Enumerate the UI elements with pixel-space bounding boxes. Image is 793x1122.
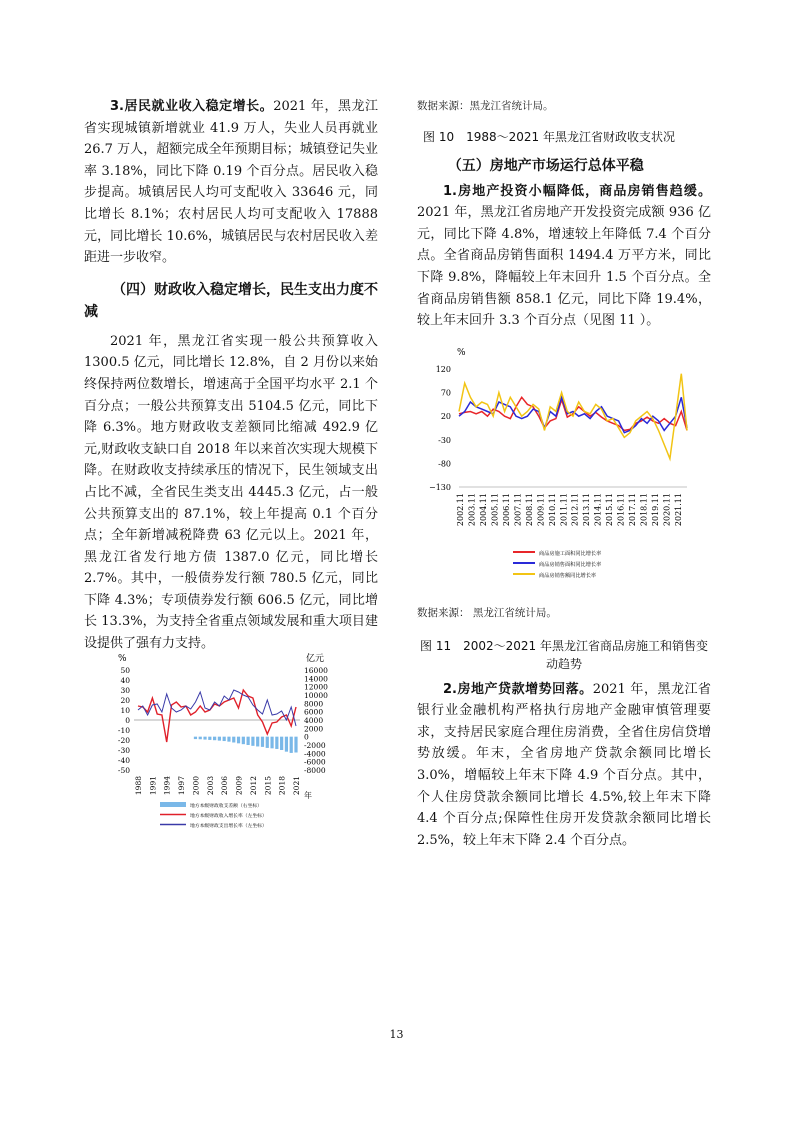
y-tick-right: 0 [304,732,309,742]
paragraph-body: 2021 年，黑龙江省实现城镇新增就业 41.9 万人，失业人员再就业 26.7 万人，超额完成全年预期目标；城镇登记失业率 3.18%，同比下降 0.19 个百分点。居民收入稳步提高。城镇居民人均可支配收入 33646 元，同比增长 8.1%；农村居民人均可支配收入 17888 元，同比增长 10.6%，城镇居民与农村居民收入差距进一步收窄。 [84,99,379,266]
figure-11-caption: 图 11 2002～2021 年黑龙江省商品房施工和销售变动趋势 [420,638,708,671]
chart-right-unit: 亿元 [306,654,325,664]
bar-fiscal-gap [218,737,221,741]
legend-label: 商品房销售额同比增长率 [539,573,597,579]
bar-fiscal-gap [242,737,245,745]
bar-fiscal-gap [223,737,226,741]
right-column-top [417,96,711,332]
x-tick-label: 2020.11 [662,493,672,527]
x-tick-label: 1994 [162,776,172,796]
series-line-expense [138,690,296,726]
bar-fiscal-gap [294,737,297,753]
x-tick-label: 1988 [134,776,143,796]
bar-fiscal-gap [232,737,235,743]
x-tick-label: 2006 [220,776,230,796]
paragraph-body: 2021 年，黑龙江省银行业金融机构严格执行房地产金融审慎管理要求，支持居民家庭合理住房消费，全省住房信贷增势放缓。年末，全省房地产贷款余额同比增长 3.0%，增幅较上年末下降 4.9 个百分点。其中，个人住房贷款余额同比增长 4.5%,较上年末下降 4.4 个百分点;保障性住房开发贷款余额同比增长 2.5%，较上年末下降 2.4 个百分点。 [417,681,712,848]
y-tick-right: 2000 [304,724,324,734]
x-tick-label: 2003.11 [467,493,477,527]
x-tick-label: 2010.11 [547,493,557,527]
x-tick-label: 2021 [292,776,301,796]
y-tick-left: 40 [120,676,130,685]
x-tick-label: 2012.11 [570,493,580,527]
bar-fiscal-gap [280,737,283,750]
x-tick-label: 2005.11 [490,493,500,527]
y-tick: 20 [440,412,451,422]
y-tick-right: 8000 [304,699,324,709]
chart-left-unit: % [118,654,127,664]
bar-fiscal-gap [203,737,206,740]
y-tick-left: 20 [120,696,130,705]
x-tick-label: 2012 [248,776,258,796]
y-tick-left: -40 [117,756,130,765]
bar-fiscal-gap [237,737,240,744]
paragraph-lead: 2.房地产贷款增势回落。 [443,681,593,697]
chart-x-suffix: 年 [304,791,312,800]
x-tick-label: 2019.11 [651,493,661,527]
figure-10-caption: 图 10 1988～2021 年黑龙江省财政收支状况 [423,129,675,144]
y-tick-left: 0 [125,716,130,725]
y-tick-left: 10 [120,706,130,715]
bar-fiscal-gap [251,737,254,746]
paragraph-loans [417,679,711,852]
right-column-bottom [417,603,711,851]
y-tick: 120 [435,365,451,374]
bar-fiscal-gap [199,737,202,740]
series-line-income [138,690,296,742]
y-tick-right: 12000 [304,682,328,692]
section-heading-realestate: （五）房地产市场运行总体平稳 [447,157,644,174]
bar-fiscal-gap [208,737,211,740]
y-tick-left: -30 [117,746,130,755]
bar-fiscal-gap [285,737,288,752]
legend-swatch [160,802,186,807]
y-tick-right: -8000 [304,766,326,775]
page-number: 13 [389,1028,404,1041]
x-tick-label: 2021.11 [674,493,683,527]
y-tick-right: -6000 [304,757,326,767]
x-tick-label: 2017.11 [628,493,638,527]
bar-fiscal-gap [270,737,273,749]
section-heading-fiscal: （四）财政收入稳定增长，民生支出力度不减 [84,281,378,320]
legend-label: 地方本级财政收支差额（右坐标） [190,804,262,809]
x-tick-label: 2009 [234,776,244,796]
paragraph-income [84,96,378,269]
bar-fiscal-gap [213,737,216,741]
y-tick-left: 50 [120,666,130,675]
legend-label: 地方本级财政收入增长率（左坐标） [190,814,267,819]
source-note-1: 数据来源：黑龙江省统计局。 [417,100,554,112]
x-tick-label: 2018 [277,776,287,796]
legend-label: 商品房销售面积同比增长率 [539,562,602,568]
x-tick-label: 2014.11 [593,493,603,527]
bar-fiscal-gap [194,737,197,739]
bar-fiscal-gap [227,737,230,742]
y-tick: -30 [438,435,451,445]
bar-fiscal-gap [261,737,264,747]
y-tick: 70 [440,388,451,398]
x-tick-label: 2015 [263,776,273,796]
legend-label: 地方本级财政支出增长率（左坐标） [190,824,267,829]
x-tick-label: 2006.11 [501,493,511,527]
left-column [84,96,378,655]
y-tick: -80 [438,459,451,469]
paragraph-fiscal: 2021 年，黑龙江省实现一般公共预算收入 1300.5 亿元，同比增长 12.8%，自 2 月份以来始终保持两位数增长，增速高于全国平均水平 2.1 个百分点；一般公共预算支出 5104.5 亿元，同比下降 6.3%。地方财政收支差额同比缩减 492.9 亿元,财政收支缺口自 2018 年以来首次实现大规模下降。在财政收支持续承压的情况下，民生领域支出占比不减，全省民生类支出 4445.3 亿元，占一般公共预算支出的 87.1%，较上年提高 0.1 个百分点；全年新增减税降费 63 亿元以上。2021 年，黑龙江省发行地方债 1387.0 亿元，同比增长 2.7%。其中，一般债券发行额 780.5 亿元，同比下降 4.3%；专项债券发行额 606.5 亿元，同比增长 13.3%，为支持全省重点领域发展和重大项目建设提供了强有力支持。 [84,333,378,652]
bar-fiscal-gap [275,737,278,749]
y-tick: −130 [429,483,451,492]
y-tick-right: 16000 [304,666,328,675]
paragraph-lead: 1.房地产投资小幅降低，商品房销售趋缓。 [443,183,711,199]
paragraph-body: 2021 年，黑龙江省房地产开发投资完成额 936 亿元，同比下降 4.8%，增速较上年降低 7.4 个百分点。全省商品房销售面积 1494.4 万平方米，同比下降 9.8%，降幅较上年末回升 1.5 个百分点。全省商品房销售额 858.1 亿元，同比下降 19.4%，较上年末回升 3.3 个百分点（见图 11 ）。 [417,205,711,329]
y-tick-left: -10 [117,726,130,735]
y-tick-right: 10000 [304,691,328,700]
bar-fiscal-gap [266,737,269,748]
paragraph-lead: 3.居民就业收入稳定增长。 [110,99,274,114]
fiscal-chart [110,650,340,830]
x-tick-label: 2009.11 [536,493,546,527]
y-tick-right: 4000 [304,716,324,725]
x-tick-label: 2007.11 [513,493,523,527]
x-tick-label: 2000 [191,776,201,796]
bar-fiscal-gap [247,737,250,745]
source-note-2: 数据来源： 黑龙江省统计局。 [417,607,557,619]
chart-y-unit: % [457,348,466,358]
y-tick-right: -2000 [304,741,326,750]
y-tick-right: -4000 [304,749,326,759]
x-tick-label: 2008.11 [524,493,534,527]
x-tick-label: 2013.11 [582,493,592,527]
y-tick-left: 30 [120,686,130,695]
y-tick-left: -50 [117,766,130,775]
x-tick-label: 2003 [205,776,215,796]
x-tick-label: 2004.11 [478,493,488,527]
legend-label: 商品房施工面积同比增长率 [539,551,602,557]
x-tick-label: 1997 [177,776,187,796]
paragraph-investment [417,181,711,332]
y-tick-left: -20 [117,736,130,745]
y-tick-right: 14000 [304,674,328,684]
housing-chart [425,345,705,585]
y-tick-right: 6000 [304,707,324,717]
bar-fiscal-gap [290,737,293,753]
x-tick-label: 2016.11 [616,493,626,527]
x-tick-label: 2011.11 [559,493,569,527]
x-tick-label: 1991 [148,776,158,796]
bar-fiscal-gap [256,737,259,747]
x-tick-label: 2002.11 [456,493,465,527]
x-tick-label: 2015.11 [605,493,615,527]
x-tick-label: 2018.11 [639,493,649,527]
